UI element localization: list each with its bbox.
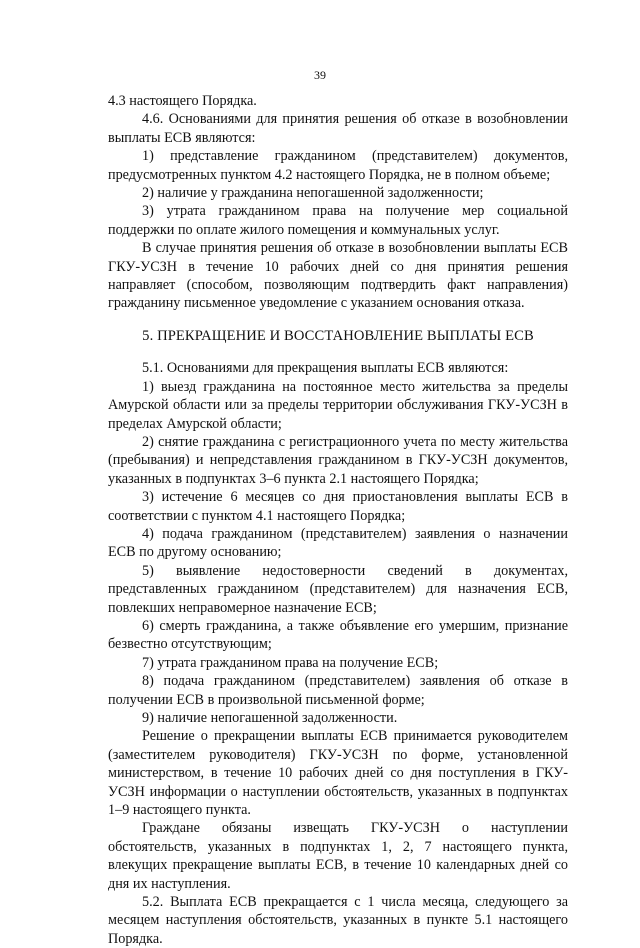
list-item: 7) утрата гражданином права на получение ЕСВ; (142, 654, 439, 671)
list-item: 8) подача гражданином (представителем) заявления об отказе в получении ЕСВ в произвольной письменной форме; (108, 673, 568, 708)
paragraph: 5.1. Основаниями для прекращения выплаты ЕСВ являются: (142, 360, 509, 377)
list-item: 2) наличие у гражданина непогашенной задолженности; (142, 185, 484, 202)
list-item: 3) истечение 6 месяцев со дня приостановления выплаты ЕСВ в соответствии с пунктом 4.1 настоящего Порядка; (108, 489, 568, 524)
list-item: 9) наличие непогашенной задолженности. (142, 710, 398, 726)
paragraph: 4.3 настоящего Порядка. (108, 93, 257, 109)
paragraph: 4.6. Основаниями для принятия решения об отказе в возобновлении выплаты ЕСВ являются: (108, 111, 568, 146)
list-item: 1) представление гражданином (представителем) документов, предусмотренных пунктом 4.2 настоящего Порядка, не в полном объеме; (108, 148, 568, 183)
paragraph: Граждане обязаны извещать ГКУ-УСЗН о наступлении обстоятельств, указанных в подпунктах 1, 2, 7 настоящего пункта, влекущих прекращение выплаты ЕСВ, в течение 10 календарных дней со дня их наступления. (108, 820, 568, 892)
list-item: 2) снятие гражданина с регистрационного учета по месту жительства (пребывания) и непредставления гражданином в ГКУ-УСЗН документов, указанных в подпунктах 3–6 пункта 2.1 настоящего Порядка; (108, 433, 568, 487)
paragraph: 5.2. Выплата ЕСВ прекращается с 1 числа месяца, следующего за месяцем наступления обстоятельств, указанных в пункте 5.1 настоящего Порядка. (108, 894, 568, 947)
page-number: 39 (314, 68, 326, 82)
list-item: 5) выявление недостоверности сведений в документах, представленных гражданином (представителем) для назначения ЕСВ, повлекших неправомерное назначение ЕСВ; (108, 562, 568, 616)
page-content (108, 92, 568, 948)
section-heading: 5. ПРЕКРАЩЕНИЕ И ВОССТАНОВЛЕНИЕ ВЫПЛАТЫ ЕСВ (142, 327, 534, 344)
list-item: 1) выезд гражданина на постоянное место жительства за пределы Амурской области или за пределы территории обслуживания ГКУ-УСЗН в пределах Амурской области; (108, 378, 568, 432)
list-item: 4) подача гражданином (представителем) заявления о назначении ЕСВ по другому основанию; (108, 525, 568, 561)
list-item: 3) утрата гражданином права на получение мер социальной поддержки по оплате жилого помещения и коммунальных услуг. (108, 203, 568, 238)
list-item: 6) смерть гражданина, а также объявление его умершим, признание безвестно отсутствующим; (108, 617, 568, 653)
paragraph: В случае принятия решения об отказе в возобновлении выплаты ЕСВ ГКУ-УСЗН в течение 10 рабочих дней со дня принятия решения направляет (способом, позволяющим подтвердить факт направления) гражданину письменное уведомление с указанием основания отказа. (108, 240, 568, 312)
paragraph: Решение о прекращении выплаты ЕСВ принимается руководителем (заместителем руководителя) ГКУ-УСЗН по форме, установленной министерством, в течение 10 рабочих дней со дня поступления в ГКУ-УСЗН информации о наступлении обстоятельств, указанных в подпунктах 1–9 настоящего пункта. (108, 728, 568, 819)
